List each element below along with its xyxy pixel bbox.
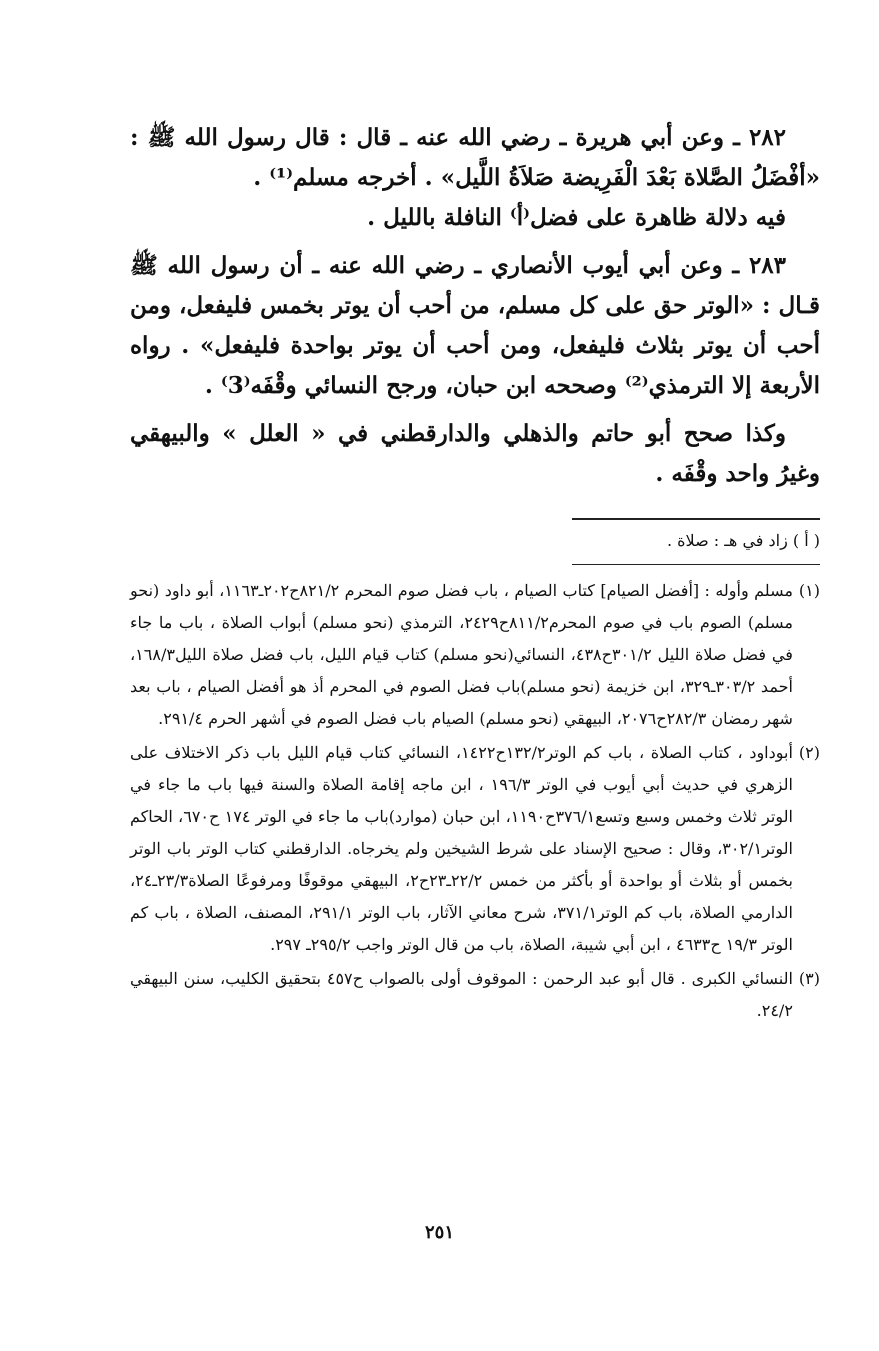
- hadith-283: ٢٨٣ ـ وعن أبي أيوب الأنصاري ـ رضي الله عنه ـ أن رسول الله ﷺ قـال : «الوتر حق على كل مسلم، من أحب أن يوتر بخمس فليفعل، ومن أحب أن يوتر بثلاث فليفعل، ومن أحب أن يوتر بواحدة فليفعل» . رواه الأربعة إلا الترمذي⁽²⁾ وصححه ابن حبان، ورجح النسائي وقْفَه⁽3⁾ .: [130, 252, 820, 399]
- page-content: [130, 118, 820, 1029]
- footnote-number: (٣): [798, 969, 820, 988]
- main-text: [130, 118, 820, 494]
- footnote-text: مسلم وأوله : [أفضل الصيام] كتاب الصيام ، باب فضل صوم المحرم ٨٢١/٢ح٢٠٢ـ١١٦٣، أبو داود (نحو مسلم) الصوم باب في صوم المحرم٨١١/٢ح٢٤٢٩، الترمذي (نحو مسلم) أبواب الصلاة ، باب ما جاء في فضل صلاة الليل ٣٠١/٢ح٤٣٨، النسائي(نحو مسلم) كتاب قيام الليل، باب فضل صلاة الليل١٦٨/٣، أحمد ٣٠٣/٢ـ٣٢٩، ابن خزيمة (نحو مسلم)باب فضل الصوم في المحرم أذ هو أفضل الصيام ، باب بعد شهر رمضان ٢٨٢/٣ح٢٠٧٦، البيهقي (نحو مسلم) الصيام باب فضل الصوم في أشهر الحرم ٢٩١/٤.: [130, 581, 793, 728]
- footnote-text: النسائي الكبرى . قال أبو عبد الرحمن : الموقوف أولى بالصواب ح٤٥٧ بتحقيق الكليب، سنن البيهقي ٢٤/٢.: [130, 969, 793, 1020]
- footnote-3: [130, 963, 820, 1027]
- footnote-2: [130, 737, 820, 961]
- commentary-283: وكذا صحح أبو حاتم والذهلي والدارقطني في « العلل » والبيهقي وغيرُ واحد وقْفَه .: [130, 420, 820, 487]
- footnote-number: (١): [798, 581, 820, 600]
- footnote-text: أبوداود ، كتاب الصلاة ، باب كم الوتر١٣٢/٢ح١٤٢٢، النسائي كتاب قيام الليل باب ذكر الاختلاف على الزهري في حديث أبي أيوب في الوتر ١٩٦/٣ ، ابن ماجه إقامة الصلاة والسنة فيها باب ما جاء في الوتر ثلاث وخمس وسبع وتسع٣٧٦/١ح١١٩٠، ابن حبان (موارد)باب ما جاء في الوتر ١٧٤ ح٦٧٠، الحاكم الوتر٣٠٢/١، وقال : صحيح الإسناد على شرط الشيخين ولم يخرجاه. الدارقطني كتاب الوتر باب الوتر بخمس أو بثلاث أو بواحدة أو بأكثر من خمس ٢٢/٢ـ٢٣ح٢، البيهقي موقوفًا ومرفوعًا الصلاة٢٣/٣ـ٢٤، الدارمي الصلاة، باب كم الوتر٣٧١/١، شرح معاني الآثار، باب الوتر ٢٩١/١، المصنف، الصلاة ، باب كم الوتر ١٩/٣ ح٤٦٣٣ ، ابن أبي شيبة، الصلاة، باب من قال الوتر واجب ٢٩٥/٢ـ ٢٩٧.: [130, 743, 793, 954]
- footnote-divider-bottom: [572, 564, 820, 565]
- variant-note: ( أ ) زاد في هـ : صلاة .: [666, 531, 820, 550]
- footnote-number: (٢): [798, 743, 820, 762]
- page-number: ٢٥١: [424, 1222, 454, 1243]
- commentary-282: فيه دلالة ظاهرة على فضل⁽أ⁾ النافلة بالليل .: [367, 204, 786, 231]
- footnote-divider-top: [572, 518, 820, 520]
- footnotes: [130, 575, 820, 1027]
- footnote-1: [130, 575, 820, 735]
- hadith-282: ٢٨٢ ـ وعن أبي هريرة ـ رضي الله عنه ـ قال : قال رسول الله ﷺ : «أفْضَلُ الصَّلاة بَعْدَ الْفَرِيضة صَلاَةُ اللَّيل» . أخرجه مسلم⁽¹⁾ .: [130, 124, 820, 191]
